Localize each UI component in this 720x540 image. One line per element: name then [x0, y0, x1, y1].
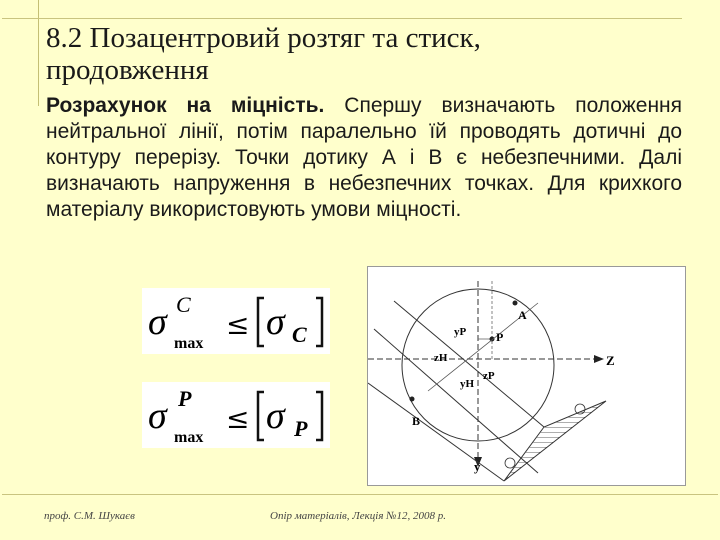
footer-course: Опір матеріалів, Лекція №12, 2008 р. [270, 510, 447, 522]
label-zn: zH [434, 352, 448, 364]
leq-sign: ≤ [226, 402, 250, 435]
strength-condition-compression [142, 288, 330, 354]
stress-diagram [504, 401, 606, 481]
label-b: B [412, 414, 421, 428]
leq-sign: ≤ [226, 308, 250, 341]
point-a-marker [513, 301, 518, 306]
sup-p: P [178, 386, 192, 411]
bracket-right [316, 392, 322, 440]
label-z: Z [606, 353, 615, 368]
bracket-left [258, 392, 264, 440]
footer-author: проф. С.М. Шукаєв [44, 510, 135, 522]
sub-max: max [174, 335, 204, 352]
formula-compression-svg [142, 288, 330, 354]
sigma-symbol: σ [148, 301, 167, 343]
tangent-line-b [368, 383, 504, 481]
title-line-1: 8.2 Позацентровий розтяг та стиск, [46, 22, 481, 54]
cross-section-diagram [367, 266, 686, 486]
rhs-sigma: σ [266, 395, 285, 437]
top-rule [2, 18, 682, 19]
rhs-sub-p: P [294, 416, 308, 441]
rhs-sub-c: C [292, 322, 307, 347]
label-p: P [496, 330, 504, 344]
sub-max: max [174, 429, 204, 446]
title-line-2: продовження [46, 54, 209, 86]
sigma-symbol: σ [148, 395, 167, 437]
label-yn: yH [460, 378, 475, 390]
left-accent-line [38, 0, 39, 106]
label-a: A [518, 308, 527, 322]
formula-tension-svg [142, 382, 330, 448]
bracket-left [258, 298, 264, 346]
bottom-rule [2, 494, 718, 495]
sup-c: C [176, 292, 191, 317]
point-b-marker [410, 397, 415, 402]
slide-title [46, 22, 686, 86]
body-paragraph [46, 93, 682, 223]
bracket-right [316, 298, 322, 346]
body-text: Спершу визначають положення нейтральної лінії, потім паралельно їй проводять дотичні до контуру перерізу. Точки дотику А і В є небезпечними. Далі визначають напруження в небезпечних точках. Для крихкого матеріалу використовують умови міцності. [46, 94, 683, 221]
label-yp: yP [454, 326, 467, 338]
sigma-mark-bottom-icon [505, 458, 515, 468]
rhs-sigma: σ [266, 301, 285, 343]
label-y: y [474, 459, 481, 474]
diagram-svg [368, 267, 685, 485]
strength-condition-tension [142, 382, 330, 448]
z-arrow-icon [594, 355, 604, 363]
body-bold-lead: Розрахунок на міцність. [46, 94, 325, 117]
label-zp: zP [483, 370, 495, 382]
